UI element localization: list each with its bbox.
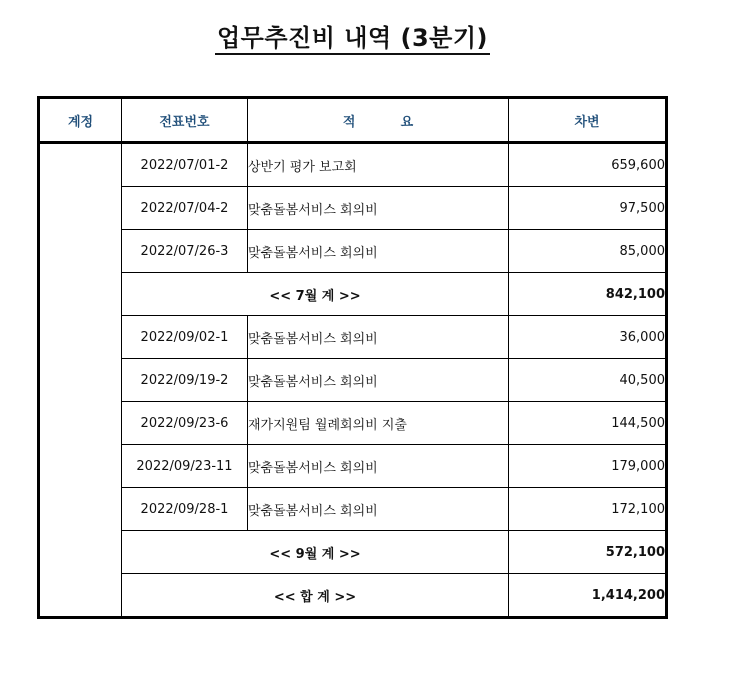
table-row	[39, 359, 667, 402]
amount: 40,500	[509, 359, 667, 402]
slip-number: 2022/07/04-2	[122, 187, 248, 230]
slip-number: 2022/09/02-1	[122, 316, 248, 359]
amount: 659,600	[509, 143, 667, 187]
description: 맞춤돌봄서비스 회의비	[248, 187, 509, 230]
subtotal-label: << 9월 계 >>	[122, 531, 509, 574]
grand-total-amount: 1,414,200	[509, 574, 667, 618]
table-body	[39, 143, 667, 618]
amount: 144,500	[509, 402, 667, 445]
description: 맞춤돌봄서비스 회의비	[248, 230, 509, 273]
slip-number: 2022/09/23-11	[122, 445, 248, 488]
description: 상반기 평가 보고회	[248, 143, 509, 187]
table-row	[39, 230, 667, 273]
table-row	[39, 488, 667, 531]
subtotal-row-september	[39, 531, 667, 574]
expense-table	[37, 96, 668, 619]
header-amount: 차변	[509, 98, 667, 143]
header-slip-number: 전표번호	[122, 98, 248, 143]
amount: 97,500	[509, 187, 667, 230]
slip-number: 2022/07/26-3	[122, 230, 248, 273]
page-title	[0, 18, 705, 53]
amount: 172,100	[509, 488, 667, 531]
subtotal-amount: 572,100	[509, 531, 667, 574]
account-cell	[39, 143, 122, 618]
description: 맞춤돌봄서비스 회의비	[248, 316, 509, 359]
amount: 179,000	[509, 445, 667, 488]
slip-number: 2022/07/01-2	[122, 143, 248, 187]
table-row	[39, 445, 667, 488]
table-row	[39, 143, 667, 187]
slip-number: 2022/09/28-1	[122, 488, 248, 531]
grand-total-label: << 합 계 >>	[122, 574, 509, 618]
header-account: 계정	[39, 98, 122, 143]
description: 맞춤돌봄서비스 회의비	[248, 445, 509, 488]
page-title-text: 업무추진비 내역 (3분기)	[215, 24, 490, 55]
description: 맞춤돌봄서비스 회의비	[248, 359, 509, 402]
table-header-row	[39, 98, 667, 143]
subtotal-row-july	[39, 273, 667, 316]
header-description	[248, 98, 509, 143]
amount: 36,000	[509, 316, 667, 359]
grand-total-row	[39, 574, 667, 618]
description: 맞춤돌봄서비스 회의비	[248, 488, 509, 531]
subtotal-amount: 842,100	[509, 273, 667, 316]
header-description-label: 적 요	[342, 114, 414, 130]
table-row	[39, 316, 667, 359]
slip-number: 2022/09/23-6	[122, 402, 248, 445]
table-row	[39, 187, 667, 230]
description: 재가지원팀 월례회의비 지출	[248, 402, 509, 445]
slip-number: 2022/09/19-2	[122, 359, 248, 402]
subtotal-label: << 7월 계 >>	[122, 273, 509, 316]
table-row	[39, 402, 667, 445]
amount: 85,000	[509, 230, 667, 273]
